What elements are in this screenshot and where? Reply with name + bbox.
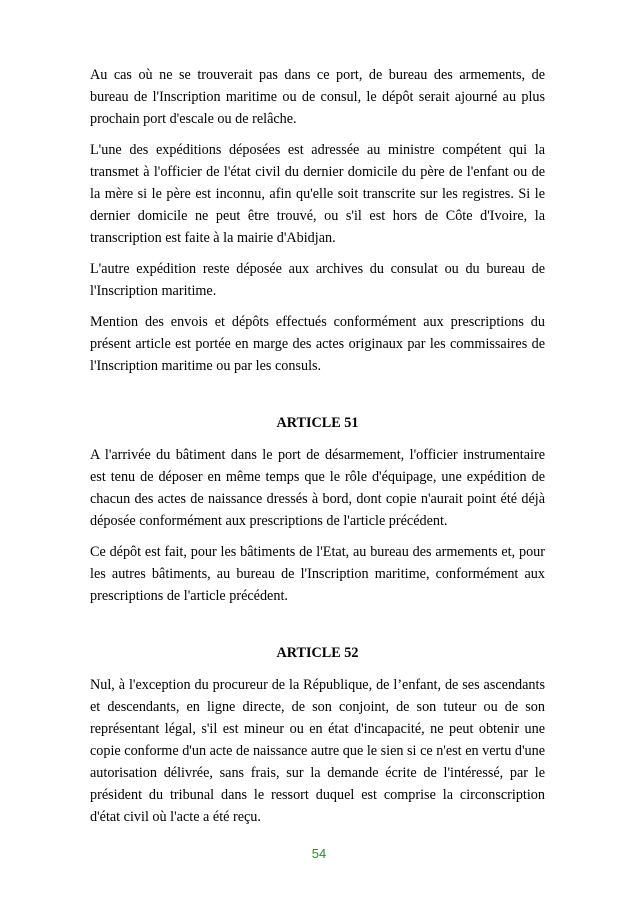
article-52-heading: ARTICLE 52 <box>276 645 359 661</box>
article-52-paragraph-1: Nul, à l'exception du procureur de la République, de l’enfant, de ses ascendants et descendants, en ligne directe, de son conjoint, de son tuteur ou de son représentant légal, s'il est mineur ou en état d'incapacité, ne peut obtenir une copie conforme d'un acte de naissance autre que le sien si ce n'est en vertu d'une autorisation délivrée, sans frais, sur la demande écrite de l'intéressé, par le président du tribunal dans le ressort duquel est comprise la circonscription d'état civil où l'acte a été reçu. <box>90 677 545 825</box>
article-51-heading: ARTICLE 51 <box>276 415 359 431</box>
paragraph-transcription: L'une des expéditions déposées est adressée au ministre compétent qui la transmet à l'officier de l'état civil du dernier domicile du père de l'enfant ou de la mère si le père est inconnu, afin qu'elle soit transcrite sur les registres. Si le dernier domicile ne peut être trouvé, ou s'il est hors de Côte d'Ivoire, la transcription est faite à la mairie d'Abidjan. <box>90 142 545 246</box>
document-page <box>90 64 545 837</box>
article-51-paragraph-1: A l'arrivée du bâtiment dans le port de désarmement, l'officier instrumentaire est tenu de déposer en même temps que le rôle d'équipage, une expédition de chacun des actes de naissance dressés à bord, dont copie n'aurait point été déjà déposée conformément aux prescriptions de l'article précédent. <box>90 447 545 529</box>
page-number: 54 <box>311 846 327 861</box>
paragraph-port-deposit: Au cas où ne se trouverait pas dans ce port, de bureau des armements, de bureau de l'Inscription maritime ou de consul, le dépôt serait ajourné au plus prochain port d'escale ou de relâche. <box>90 67 545 127</box>
article-51-paragraph-2: Ce dépôt est fait, pour les bâtiments de l'Etat, au bureau des armements et, pour les autres bâtiments, au bureau de l'Inscription maritime, conformément aux prescriptions de l'article précédent. <box>90 544 545 604</box>
paragraph-mention: Mention des envois et dépôts effectués conformément aux prescriptions du présent article est portée en marge des actes originaux par les commissaires de l'Inscription maritime ou par les consuls. <box>90 314 545 374</box>
paragraph-archives: L'autre expédition reste déposée aux archives du consulat ou du bureau de l'Inscription maritime. <box>90 261 545 299</box>
